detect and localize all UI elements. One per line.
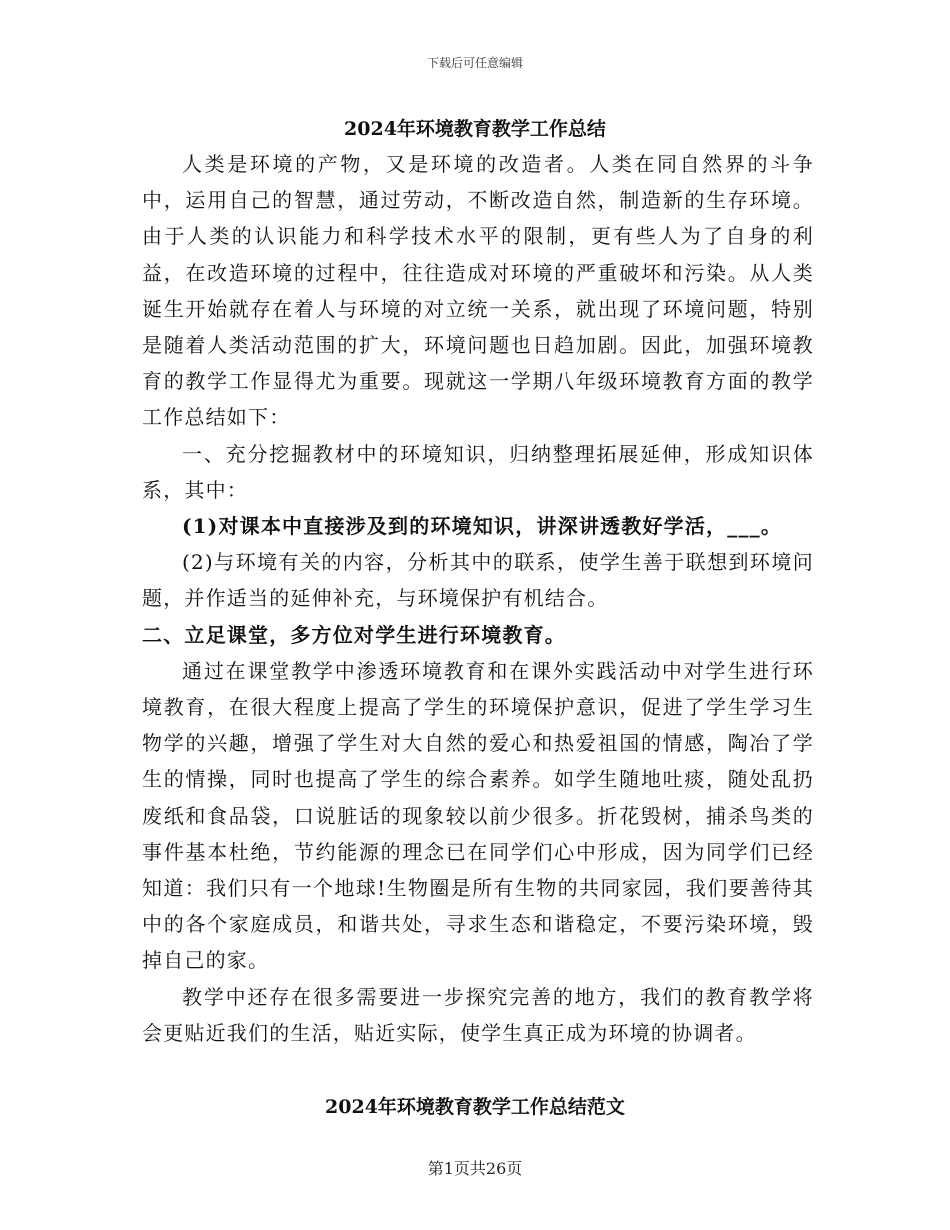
page-footer: 第1页共26页 — [427, 1159, 523, 1178]
paragraph-section-1: 一、充分挖掘教材中的环境知识，归纳整理拓展延伸，形成知识体系，其中： — [142, 441, 814, 502]
paragraph-item-2: (2)与环境有关的内容，分析其中的联系，使学生善于联想到环境问题，并作适当的延伸补充，与环境保护有机结合。 — [142, 550, 814, 611]
next-document-title: 2024年环境教育教学工作总结范文 — [325, 1096, 625, 1118]
paragraph-section-2: 二、立足课堂，多方位对学生进行环境教育。 — [142, 622, 566, 647]
document-title: 2024年环境教育教学工作总结 — [344, 118, 606, 140]
document-body — [142, 146, 814, 1051]
paragraph-conclusion: 教学中还存在很多需要进一步探究完善的地方，我们的教育教学将会更贴近我们的生活，贴近实际，使学生真正成为环境的协调者。 — [142, 984, 814, 1045]
page-header: 下载后可任意编辑 — [426, 56, 523, 70]
paragraph-section-2-body: 通过在课堂教学中渗透环境教育和在课外实践活动中对学生进行环境教育，在很大程度上提高了学生的环境保护意识，促进了学生学习生物学的兴趣，增强了学生对大自然的爱心和热爱祖国的情感，陶冶了学生的情操，同时也提高了学生的综合素养。如学生随地吐痰，随处乱扔废纸和食品袋，口说脏话的现象较以前少很多。折花毁树，捕杀鸟类的事件基本杜绝，节约能源的理念已在同学们心中形成，因为同学们已经知道：我们只有一个地球!生物圈是所有生物的共同家园，我们要善待其中的各个家庭成员，和谐共处，寻求生态和谐稳定，不要污染环境，毁掉自己的家。 — [142, 658, 814, 973]
paragraph-intro: 人类是环境的产物，又是环境的改造者。人类在同自然界的斗争中，运用自己的智慧，通过劳动，不断改造自然，制造新的生存环境。由于人类的认识能力和科学技术水平的限制，更有些人为了自身的利益，在改造环境的过程中，往往造成对环境的严重破坏和污染。从人类诞生开始就存在着人与环境的对立统一关系，就出现了环境问题，特别是随着人类活动范围的扩大，环境问题也日趋加剧。因此，加强环境教育的教学工作显得尤为重要。现就这一学期八年级环境教育方面的教学工作总结如下： — [142, 152, 814, 430]
paragraph-item-1: (1)对课本中直接涉及到的环境知识，讲深讲透教好学活，___。 — [182, 514, 783, 539]
